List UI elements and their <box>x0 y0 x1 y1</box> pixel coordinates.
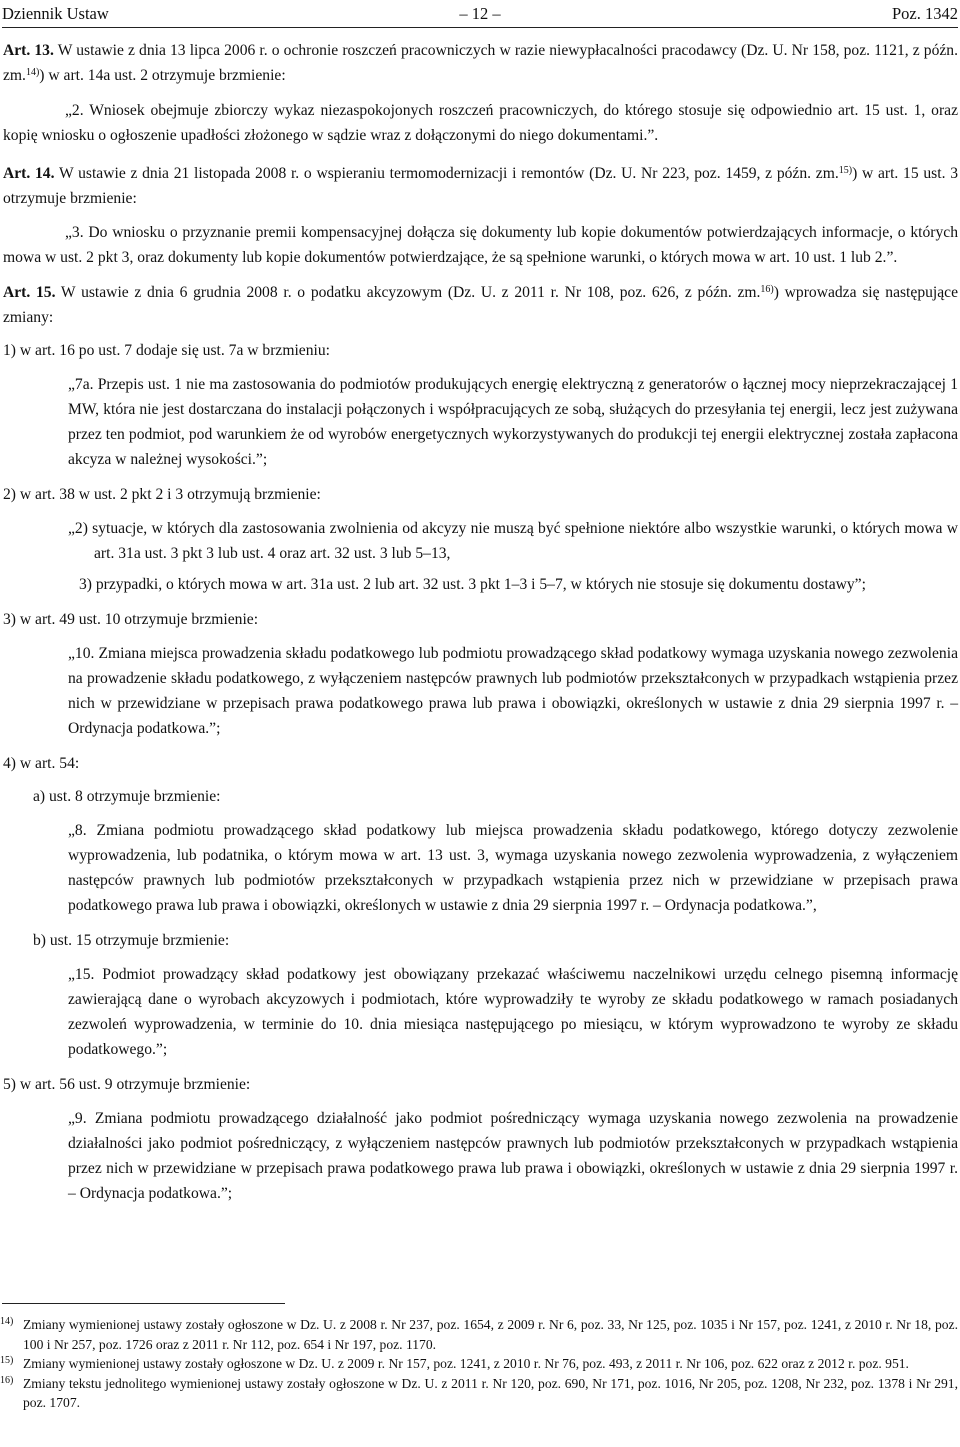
point-2-quote-a: „2) sytuacje, w których dla zastosowania zwolnienia od akcyzy nie muszą być spełnione niektóre albo wszystkie warunki, o których mowa w art. 31a ust. 3 pkt 3 lub ust. 4 oraz art. 32 ust. 3 lub 5–13, <box>68 520 958 562</box>
point-1: 1) w art. 16 po ust. 7 dodaje się ust. 7a w brzmieniu: <box>3 342 330 359</box>
footnote-16 <box>0 1374 958 1413</box>
footnote-ref[interactable]: 16) <box>760 284 774 295</box>
header-rule <box>2 27 958 28</box>
point-1-quote: „7a. Przepis ust. 1 nie ma zastosowania do podmiotów produkujących energię elektryczną z generatorów o łącznej mocy nieprzekraczającej 1 MW, która nie jest dostarczana do instalacji połączonych i współpracujących ze sobą, służących do przesyłania tej energii, lecz jest zużywana przez ten podmiot, pod warunkiem że od wyrobów energetycznych wykorzystywanych do produkcji tej energii elektrycznej została zapłacona akcyza w należnej wysokości.”; <box>68 376 958 468</box>
article-label: Art. 15. <box>3 284 56 301</box>
page-header <box>2 4 958 26</box>
footnote-rule <box>2 1303 285 1304</box>
article-label: Art. 13. <box>3 42 54 59</box>
point-5-quote: „9. Zmiana podmiotu prowadzącego działalność jako podmiot pośredniczący wymaga uzyskania nowego zezwolenia na prowadzenie działalności jako podmiot pośredniczący, z wyłączeniem następców prawnych lub podmiotów przekształconych w przypadkach wstąpienia przez nich w przewidziane w przepisach prawa podatkowego prawa lub prawa i obowiązki, określonych w ustawie z dnia 29 sierpnia 1997 r. – Ordynacja podatkowa.”; <box>68 1110 958 1202</box>
article-15: Art. 15. W ustawie z dnia 6 grudnia 2008 r. o podatku akcyzowym (Dz. U. z 2011 r. Nr 108, poz. 626, z późn. zm.$^{16)}$) wprowadza się następujące zmiany: <box>3 284 959 326</box>
footnote-number: 15) <box>0 1355 14 1366</box>
article-14: Art. 14. W ustawie z dnia 21 listopada 2008 r. o wspieraniu termomodernizacji i remontów (Dz. U. Nr 223, poz. 1459, z późn. zm.$^{15)}$) w art. 15 ust. 3 otrzymuje brzmienie: <box>3 165 958 207</box>
point-5: 5) w art. 56 ust. 9 otrzymuje brzmienie: <box>3 1076 251 1093</box>
point-3-quote: „10. Zmiana miejsca prowadzenia składu podatkowego lub podmiotu prowadzącego skład podatkowy wymaga uzyskania nowego zezwolenia na prowadzenie składu podatkowego, z wyłączeniem następców prawnych lub podmiotów przekształconych w przypadkach wstąpienia przez nich w przewidziane w przepisach prawa podatkowego prawa lub prawa i obowiązki, określonych w ustawie z dnia 29 sierpnia 1997 r. – Ordynacja podatkowa.”; <box>68 645 958 737</box>
point-2-quote-b: 3) przypadki, o których mowa w art. 31a ust. 2 lub art. 32 ust. 3 pkt 1–3 i 5–7, w których nie stosuje się dokumentu dostawy”; <box>79 576 866 593</box>
point-4a-quote: „8. Zmiana podmiotu prowadzącego skład podatkowy lub miejsca prowadzenia składu podatkowego, którego dotyczy zezwolenie wyprowadzenia, lub podatnika, o którym mowa w art. 13 ust. 3, wymaga uzyskania nowego zezwolenia wyprowadzenia, z wyłączeniem następców prawnych lub podmiotów przekształconych w przypadkach wstąpienia przez nich w przewidziane w przepisach prawa podatkowego prawa lub prawa i obowiązki, określonych w ustawie z dnia 29 sierpnia 1997 r. – Ordynacja podatkowa.”, <box>68 822 958 914</box>
footnote-text: Zmiany tekstu jednolitego wymienionej ustawy zostały ogłoszone w Dz. U. z 2011 r. Nr 120, poz. 690, Nr 171, poz. 1016, Nr 205, poz. 1208, Nr 232, poz. 1378 i Nr 291, poz. 1707. <box>23 1375 958 1410</box>
point-4: 4) w art. 54: <box>3 755 80 772</box>
footnote-15 <box>0 1354 958 1374</box>
article-13-quote: „2. Wniosek obejmuje zbiorczy wykaz niezaspokojonych roszczeń pracowniczych, do którego stosuje się odpowiednio art. 15 ust. 1, oraz kopię wniosku o ogłoszenie upadłości złożonego w sądzie wraz z dołączonymi do niego dokumentami.”. <box>3 102 958 144</box>
point-4b: b) ust. 15 otrzymuje brzmienie: <box>33 932 230 949</box>
position-number: Poz. 1342 <box>892 4 958 23</box>
footnote-14 <box>0 1315 958 1354</box>
point-4a: a) ust. 8 otrzymuje brzmienie: <box>33 788 221 805</box>
footnote-ref[interactable]: 14) <box>25 67 40 78</box>
footnote-text: Zmiany wymienionej ustawy zostały ogłoszone w Dz. U. z 2009 r. Nr 157, poz. 1241, z 2010 r. Nr 76, poz. 493, z 2011 r. Nr 106, poz. 622 oraz z 2012 r. poz. 951. <box>23 1356 909 1371</box>
point-2: 2) w art. 38 w ust. 2 pkt 2 i 3 otrzymują brzmienie: <box>3 486 321 503</box>
point-3: 3) w art. 49 ust. 10 otrzymuje brzmienie: <box>3 611 259 628</box>
footnotes <box>0 1315 958 1413</box>
point-4b-quote: „15. Podmiot prowadzący skład podatkowy jest obowiązany przekazać właściwemu naczelnikowi urzędu celnego pisemną informację zawierającą dane o wyrobach akcyzowych i podmiotach, które wyprowadziły te wyroby ze składu podatkowego w ramach posiadanych zezwoleń wyprowadzenia, w terminie do 10. dnia miesiąca następującego po miesiącu, w którym wyprowadzono te wyroby ze składu podatkowego.”; <box>68 966 958 1058</box>
footnote-text: Zmiany wymienionej ustawy zostały ogłoszone w Dz. U. z 2008 r. Nr 237, poz. 1654, z 2009 r. Nr 6, poz. 33, Nr 125, poz. 1035 i Nr 157, poz. 1241, z 2010 r. Nr 18, poz. 100 i Nr 257, poz. 1726 oraz z 2011 r. Nr 112, poz. 654 i Nr 197, poz. 1170. <box>23 1317 958 1352</box>
page-number: – 12 – <box>459 4 501 23</box>
article-label: Art. 14. <box>3 165 55 182</box>
document-body <box>3 34 958 1216</box>
footnote-ref[interactable]: 15) <box>838 165 853 176</box>
article-14-quote: „3. Do wniosku o przyznanie premii kompensacyjnej dołącza się dokumenty lub kopie dokumentów potwierdzających informacje, o których mowa w ust. 2 pkt 3, oraz dokumenty lub kopie dokumentów potwierdzające, że są spełnione warunki, o których mowa w art. 10 ust. 1 lub 2.”. <box>3 224 958 266</box>
journal-name: Dziennik Ustaw <box>2 4 109 23</box>
footnote-number: 16) <box>0 1374 14 1386</box>
article-13: Art. 13. W ustawie z dnia 13 lipca 2006 r. o ochronie roszczeń pracowniczych w razie niewypłacalności pracodawcy (Dz. U. Nr 158, poz. 1121, z późn. zm.$^{14)}$) w art. 14a ust. 2 otrzymuje brzmienie: <box>3 42 959 84</box>
footnote-number: 14) <box>0 1316 14 1327</box>
